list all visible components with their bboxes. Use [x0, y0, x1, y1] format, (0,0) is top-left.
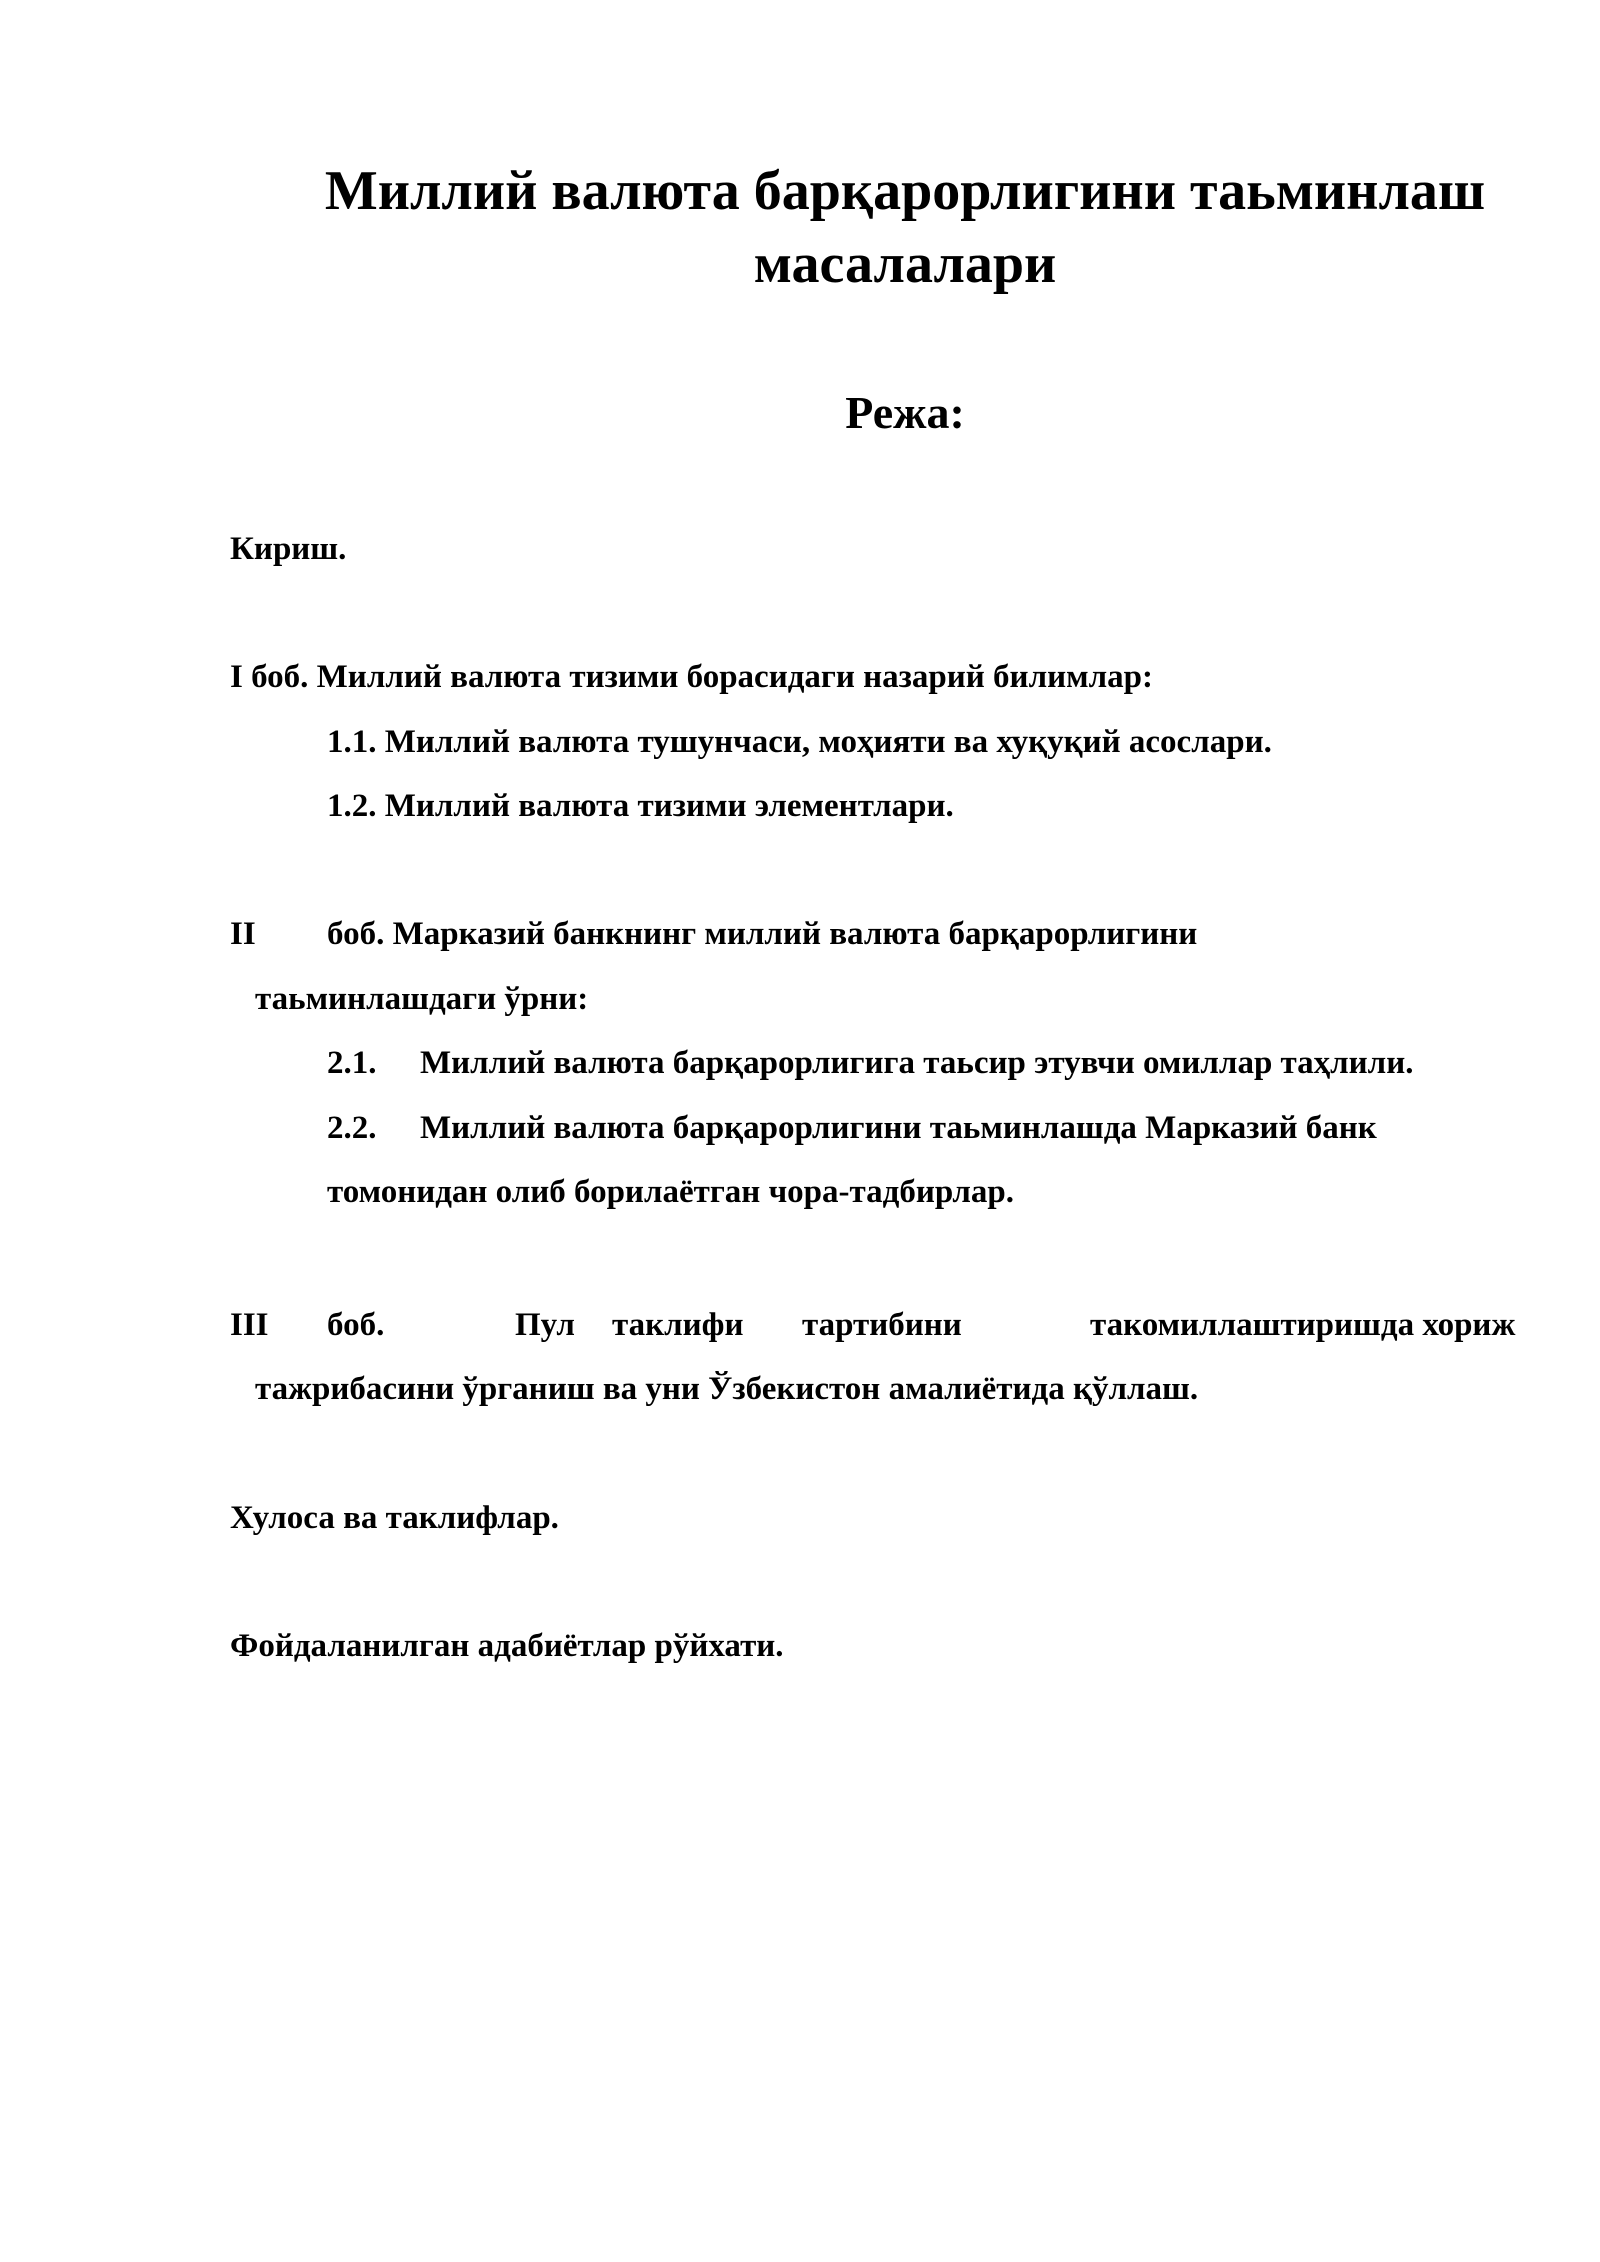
chapter3-heading-continued: тажрибасини ўрганиш ва уни Ўзбекистон амалиётида қўллаш. [255, 1371, 1199, 1407]
chapter2-item-1-text: Миллий валюта барқарорлигига таьсир этувчи омиллар таҳлили. [420, 1045, 1414, 1081]
chapter2-heading-continued: таьминлашдаги ўрни: [255, 981, 589, 1017]
chapter3-word-5: тартибини [802, 1307, 962, 1343]
chapter2-item-2-continued: томонидан олиб борилаётган чора-тадбирлар. [327, 1174, 1014, 1210]
intro-item: Кириш. [230, 531, 347, 567]
chapter2-heading: боб. Марказий банкнинг миллий валюта барқарорлигини [327, 916, 1198, 952]
chapter3-word-6: такомиллаштиришда хориж [1090, 1307, 1516, 1343]
plan-heading: Режа: [845, 387, 965, 438]
conclusion-item: Хулоса ва таклифлар. [230, 1500, 559, 1536]
chapter1-item-1: 1.1. Миллий валюта тушунчаси, моҳияти ва хуқуқий асослари. [327, 724, 1272, 760]
document-title-line-2: масалалари [753, 233, 1057, 295]
document-title-line-1: Миллий валюта барқарорлигини таьминлаш [324, 160, 1486, 222]
chapter2-item-2-number: 2.2. [327, 1110, 377, 1146]
chapter3-word-2: боб. [327, 1307, 385, 1343]
chapter2-item-1-number: 2.1. [327, 1045, 377, 1081]
chapter2-numeral: II [230, 916, 256, 952]
chapter3-word-1: III [230, 1307, 269, 1343]
chapter2-item-2-text: Миллий валюта барқарорлигини таьминлашда Марказий банк [420, 1110, 1377, 1146]
chapter1-heading: I боб. Миллий валюта тизими борасидаги назарий билимлар: [230, 659, 1153, 695]
chapter1-item-2: 1.2. Миллий валюта тизими элементлари. [327, 788, 954, 824]
chapter3-word-3: Пул [515, 1307, 575, 1343]
chapter3-word-4: таклифи [612, 1307, 744, 1343]
references-item: Фойдаланилган адабиётлар рўйхати. [230, 1628, 784, 1664]
